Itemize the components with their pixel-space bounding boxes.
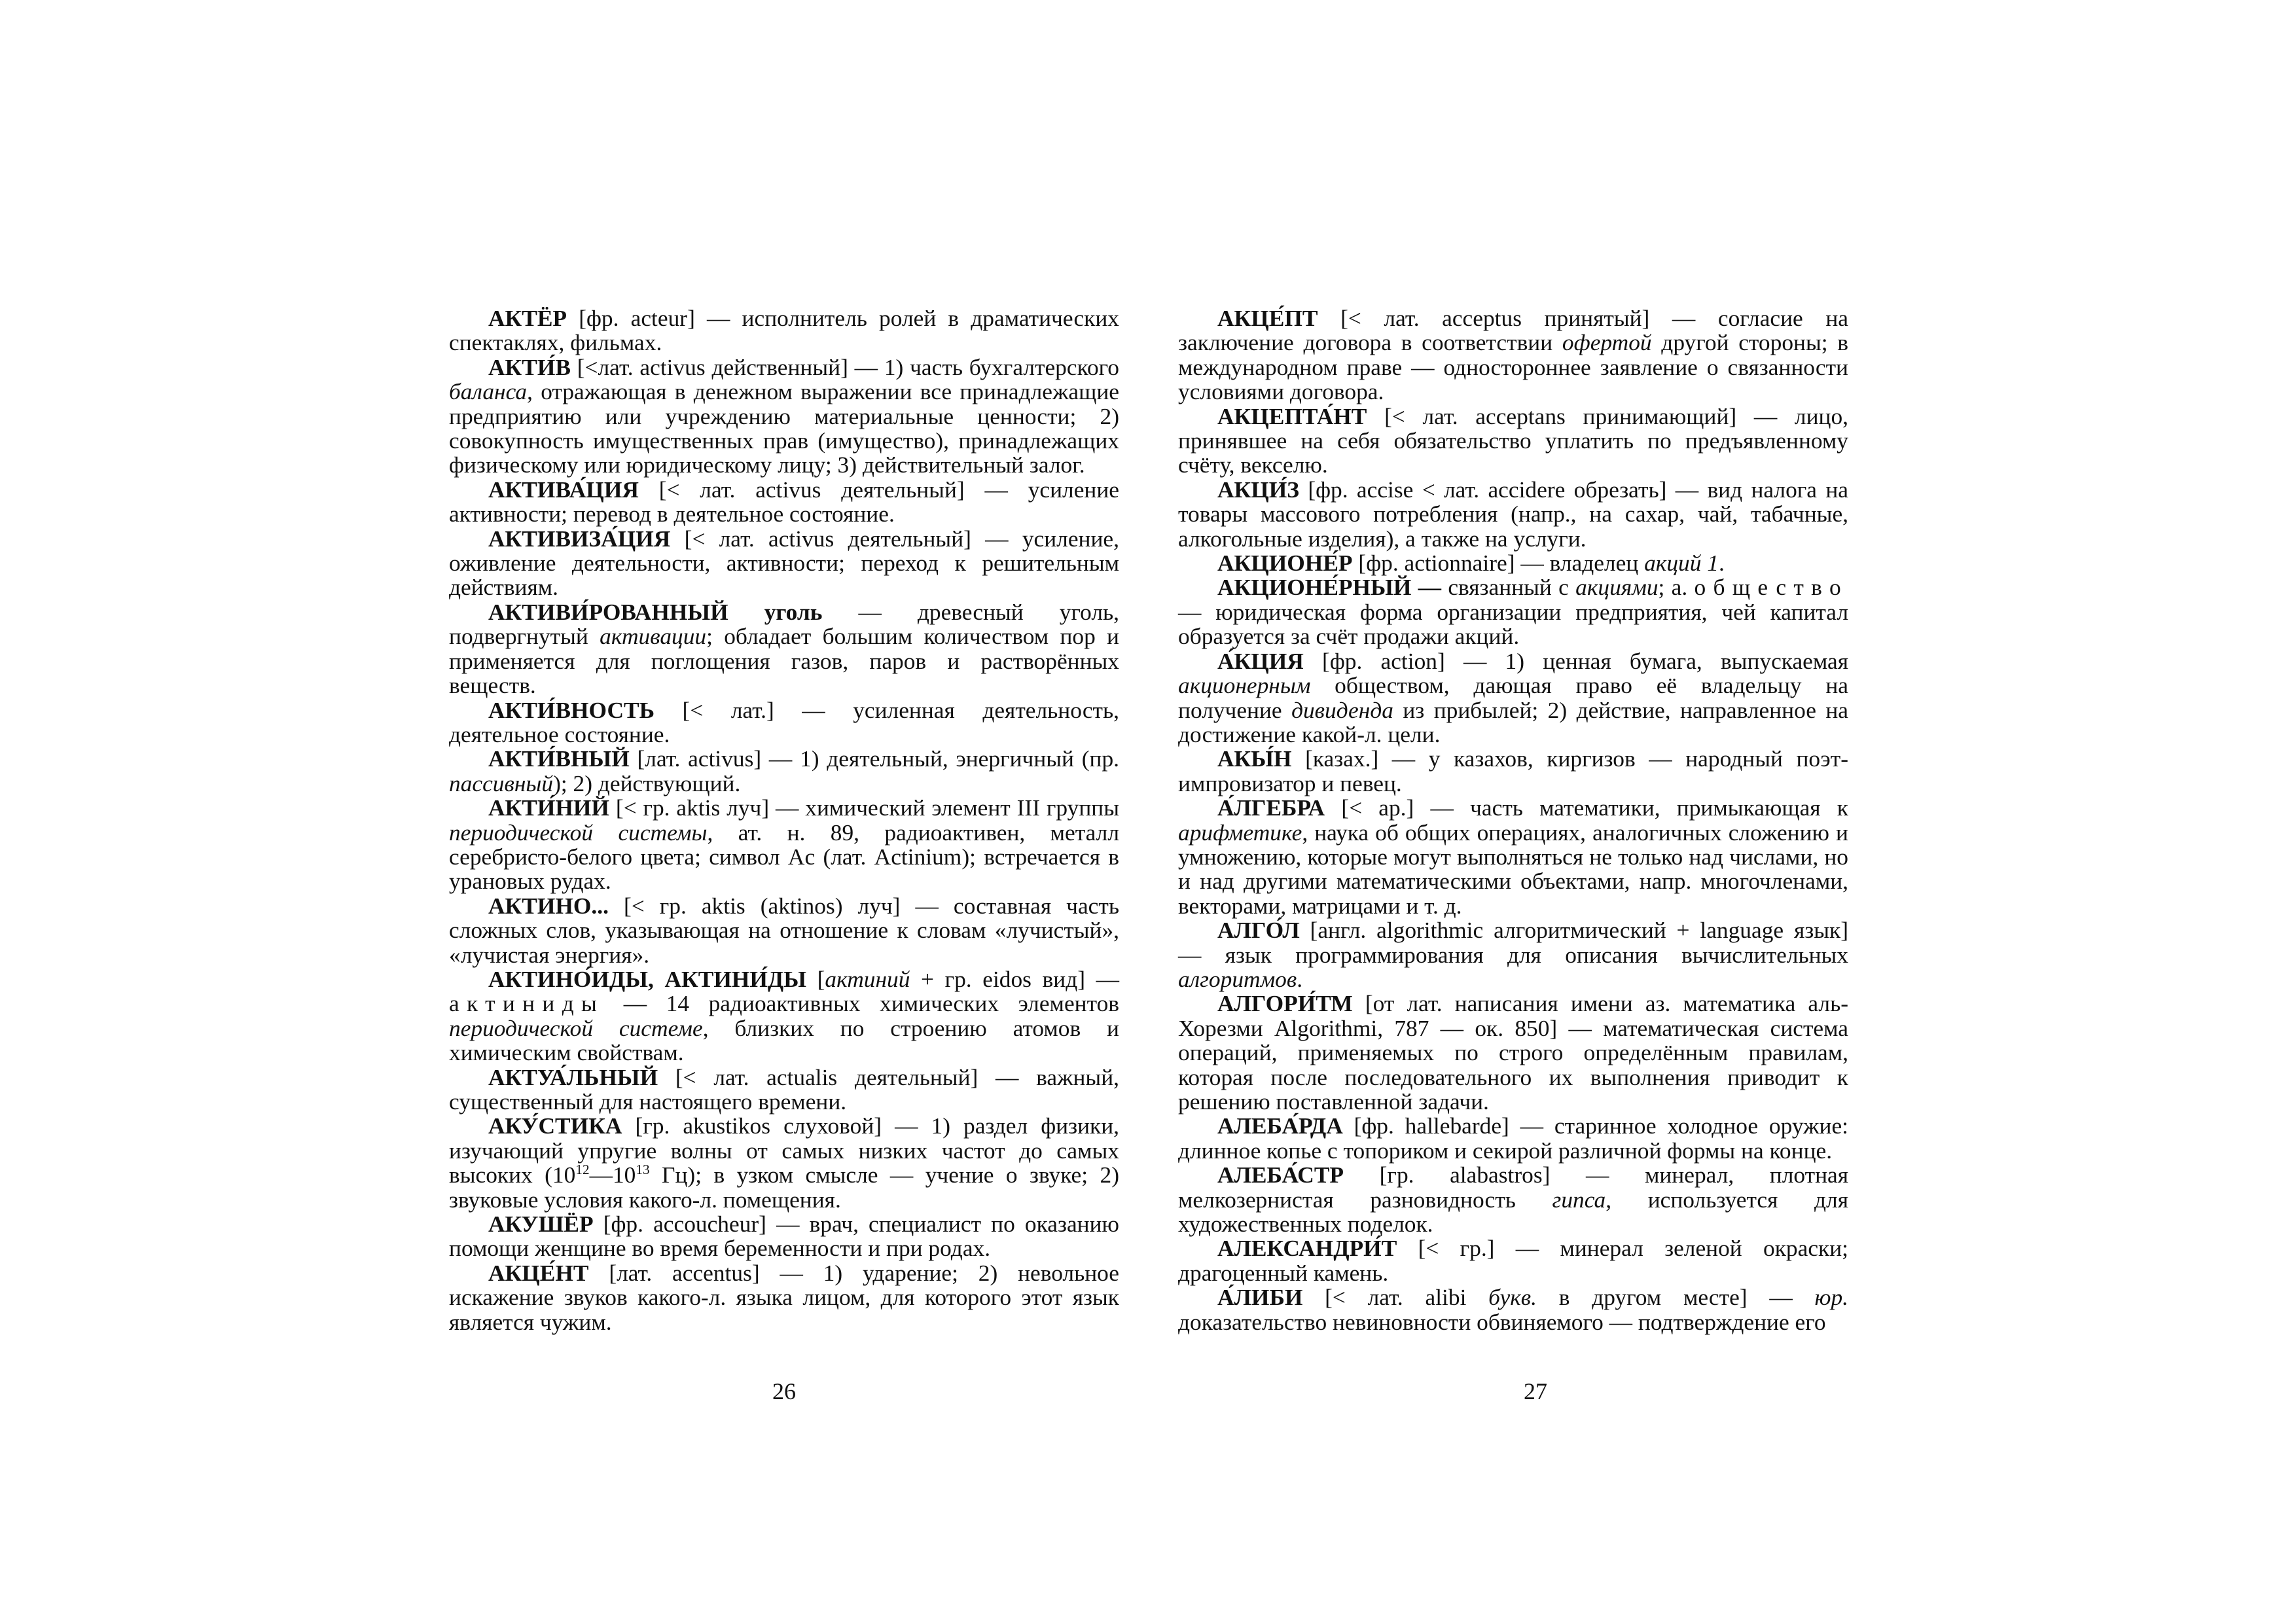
entry-text: [фр. hallebarde] — старинное холодное оружие: длинное копье с топориком и секирой различной формы на конце.	[1178, 1113, 1848, 1164]
italic-reference: пассивный	[449, 770, 554, 796]
entry-text: — древесный уголь, подвергнутый	[449, 598, 1119, 650]
italic-reference: акционерным	[1178, 672, 1311, 699]
dictionary-entry	[449, 355, 1119, 478]
entry-text: [англ. algorithmic алгоритмический + language язык] — язык программирования для описания вычислительных	[1178, 917, 1848, 968]
dictionary-entry	[449, 1212, 1119, 1261]
entry-headword: АКТИВИ́РОВАННЫЙ уголь	[488, 598, 823, 625]
entry-text: [гр. akustikos слуховой] — 1) раздел физики, изучающий упругие волны от самых низких частот до самых высоких (10	[449, 1113, 1119, 1188]
entry-headword: АЛЕБА́СТР	[1217, 1162, 1344, 1188]
entry-text: + гр. eidos вид] —	[910, 965, 1119, 992]
entry-text: [< лат. actualis деятельный] — важный, существенный для настоящего времени.	[449, 1063, 1119, 1115]
entry-text: [	[806, 965, 825, 992]
dictionary-entry	[1178, 551, 1848, 575]
entry-text: [< лат. alibi	[1302, 1284, 1489, 1311]
entry-headword: АКТИНО́ИДЫ, АКТИНИ́ДЫ	[488, 965, 806, 992]
entry-text: , отражающая в денежном выражении все принадлежащие предприятию или учреждению материальные ценности; 2) совокупность имущественных прав (имущество), принадлежащих физическому или юридическому лицу; 3) действительный залог.	[449, 378, 1119, 478]
entry-headword: АКТУА́ЛЬНЫЙ	[488, 1063, 658, 1090]
dictionary-entry	[449, 1261, 1119, 1334]
entry-headword: А́КЦИЯ	[1217, 647, 1304, 674]
entry-text: [< гр. aktis (aktinos) луч] — составная часть сложных слов, указывающая на отношение к словам «лучистый», «лучистая энергия».	[449, 892, 1119, 968]
entry-text: — 14 радиоактивных химических элементов	[604, 990, 1119, 1017]
entry-headword: АКТИ́В	[488, 353, 571, 380]
entry-text: обществом, дающая право её владельцу на получение	[1178, 672, 1848, 723]
entry-headword: АЛЕБА́РДА	[1217, 1113, 1343, 1139]
entry-headword: АКЫ́Н	[1217, 745, 1292, 772]
entry-headword: АКЦЕ́НТ	[488, 1259, 589, 1286]
dictionary-entry	[449, 1065, 1119, 1115]
entry-text: доказательство невиновности обвиняемого — подтверждение его	[1178, 1308, 1826, 1335]
italic-reference: периодической системе	[449, 1014, 703, 1041]
entry-text: [<лат. activus действенный] — 1) часть бухгалтерского	[570, 353, 1119, 380]
italic-reference: баланса	[449, 378, 528, 405]
entry-headword: АЛГО́Л	[1217, 917, 1300, 944]
dictionary-entry	[449, 600, 1119, 698]
entry-text: Гц); в узком смысле — учение о звуке; 2) звуковые условия какого-л. помещения.	[449, 1162, 1119, 1213]
entry-text: , используется для художественных поделок.	[1178, 1186, 1848, 1238]
italic-reference: алгоритмов	[1178, 965, 1297, 992]
dictionary-entry	[1178, 404, 1848, 478]
left-column	[449, 306, 1119, 1334]
spaced-term: актиниды	[449, 990, 605, 1017]
entry-text: [гр. alabastros] — минерал, плотная мелкозернистая разновидность	[1178, 1162, 1848, 1213]
dictionary-entry	[1178, 1163, 1848, 1236]
entry-headword: АКТИ́ВНЫЙ	[488, 745, 630, 772]
entry-text: ; а.	[1658, 574, 1695, 601]
entry-text: [фр. actionnaire] — владелец	[1352, 550, 1645, 577]
entry-text: [казах.] — у казахов, киргизов — народный поэт-импровизатор и певец.	[1178, 745, 1848, 796]
dictionary-entry	[1178, 478, 1848, 551]
spaced-term: общество	[1694, 574, 1848, 601]
entry-text: , наука об общих операциях, аналогичных сложению и умножению, которые могут выполняться не только над числами, но и над другими математическими объектами, напр. многочленами, векторами, матрицами и т. д.	[1178, 819, 1848, 919]
superscript: 12	[575, 1162, 590, 1178]
entry-headword: АКЦЕПТА́НТ	[1217, 402, 1367, 429]
entry-headword: АКЦИОНЕ́РНЫЙ —	[1217, 574, 1442, 601]
page-number-right: 27	[1524, 1378, 1547, 1404]
italic-reference: букв.	[1488, 1284, 1537, 1311]
entry-text: связанный с	[1441, 574, 1576, 601]
page-number-left: 26	[772, 1378, 796, 1404]
entry-text: [< лат. acceptans принимающий] — лицо, принявшее на себя обязательство уплатить по предъявленному счёту, векселю.	[1178, 402, 1848, 478]
entry-text: [от лат. написания имени аз. математика аль-Хорезми Algorithmi, 787 — ок. 850] — математическая система операций, применяемых по строго определённым правилам, которая после последовательного их выполнения приводит к решению поставленной задачи.	[1178, 990, 1848, 1115]
entry-text: [фр. accise < лат. accidere обрезать] — вид налога на товары массового потребления (напр., на сахар, чай, табачные, алкогольные изделия), а также на услуги.	[1178, 476, 1848, 552]
italic-reference: акциями	[1575, 574, 1659, 601]
dictionary-entry	[449, 747, 1119, 796]
entry-headword: АКЦИОНЕ́Р	[1217, 550, 1353, 577]
dictionary-entry	[1178, 918, 1848, 991]
entry-headword: АКТИ́ВНОСТЬ	[488, 696, 655, 723]
dictionary-entry	[1178, 575, 1848, 649]
dictionary-entry	[1178, 1285, 1848, 1334]
entry-text: —10	[589, 1162, 636, 1188]
italic-reference: дивиденда	[1291, 696, 1393, 723]
entry-text: [< лат.] — усиленная деятельность, деятельное состояние.	[449, 696, 1119, 747]
entry-text: [фр. acteur] — исполнитель ролей в драматических спектаклях, фильмах.	[449, 305, 1119, 356]
dictionary-entry	[449, 478, 1119, 527]
dictionary-entry	[449, 1114, 1119, 1212]
entry-text: [< лат. acceptus принятый] — согласие на заключение договора в соответствии	[1178, 305, 1848, 356]
dictionary-entry	[449, 894, 1119, 967]
entry-headword: АКУШЁР	[488, 1211, 594, 1238]
entry-headword: АКТЁР	[488, 305, 567, 331]
dictionary-entry	[1178, 1114, 1848, 1163]
entry-text: [фр. action] — 1) ценная бумага, выпускаемая	[1303, 647, 1848, 674]
dictionary-entry	[1178, 306, 1848, 404]
entry-text: [< ар.] — часть математики, примыкающая к	[1325, 794, 1848, 821]
entry-text: [лат. activus] — 1) деятельный, энергичный (пр.	[629, 745, 1119, 772]
entry-headword: АЛГОРИ́ТМ	[1217, 990, 1353, 1017]
left-page	[449, 306, 1119, 1334]
dictionary-entry	[449, 527, 1119, 600]
dictionary-entry	[1178, 649, 1848, 747]
dictionary-entry	[449, 967, 1119, 1065]
entry-headword: АКТИВА́ЦИЯ	[488, 476, 639, 503]
entry-text: .	[1297, 965, 1303, 992]
dictionary-entry	[1178, 991, 1848, 1114]
italic-reference: гипса	[1552, 1186, 1606, 1213]
right-column	[1178, 306, 1848, 1334]
right-page	[1178, 306, 1848, 1334]
dictionary-entry	[1178, 796, 1848, 918]
entry-text: в другом месте] —	[1536, 1284, 1815, 1311]
entry-headword: АКЦИ́З	[1217, 476, 1299, 503]
entry-text: [лат. accentus] — 1) ударение; 2) невольное искажение звуков какого-л. языка лицом, для которого этот язык является чужим.	[449, 1259, 1119, 1335]
italic-reference: юр.	[1814, 1284, 1848, 1311]
superscript: 13	[636, 1162, 650, 1178]
italic-reference: актиний	[825, 965, 910, 992]
entry-headword: АЛЕКСАНДРИ́Т	[1217, 1235, 1397, 1262]
entry-headword: АКТИВИЗА́ЦИЯ	[488, 525, 671, 552]
entry-text: ); 2) действующий.	[553, 770, 741, 796]
entry-text: ; обладает большим количеством пор и применяется для поглощения газов, паров и растворённых веществ.	[449, 623, 1119, 699]
dictionary-entry	[449, 698, 1119, 747]
entry-text: , ат. н. 89, радиоактивен, металл серебристо-белого цвета; символ Ac (лат. Actinium); встречается в урановых рудах.	[449, 819, 1119, 895]
entry-headword: АКТИ́НИЙ	[488, 794, 609, 821]
entry-text: другой стороны; в международном праве — одностороннее заявление о связанности условиями договора.	[1178, 329, 1848, 405]
entry-text: [< гр.] — минерал зеленой окраски; драгоценный камень.	[1178, 1235, 1848, 1286]
dictionary-entry	[1178, 747, 1848, 796]
entry-text: [< лат. activus деятельный] — усиление активности; перевод в деятельное состояние.	[449, 476, 1119, 527]
entry-headword: АКТИНО...	[488, 892, 609, 919]
dictionary-entry	[449, 796, 1119, 894]
italic-reference: арифметике	[1178, 819, 1302, 846]
entry-text: , близких по строению атомов и химическим свойствам.	[449, 1014, 1119, 1066]
dictionary-entry	[1178, 1236, 1848, 1285]
italic-reference: акций 1	[1644, 550, 1719, 577]
entry-text: .	[1718, 550, 1725, 577]
italic-reference: офертой	[1562, 329, 1652, 356]
entry-headword: АКУ́СТИКА	[488, 1113, 622, 1139]
entry-text: [< лат. activus деятельный] — усиление, оживление деятельности, активности; переход к решительным действиям.	[449, 525, 1119, 601]
entry-text: [фр. accoucheur] — врач, специалист по оказанию помощи женщине во время беременности и при родах.	[449, 1211, 1119, 1262]
entry-headword: АКЦЕ́ПТ	[1217, 305, 1318, 331]
italic-reference: активации	[600, 623, 707, 650]
entry-text: из прибылей; 2) действие, направленное на достижение какой-л. цели.	[1178, 696, 1848, 747]
entry-headword: А́ЛГЕБРА	[1217, 794, 1325, 821]
dictionary-entry	[449, 306, 1119, 355]
entry-headword: А́ЛИБИ	[1217, 1284, 1303, 1311]
italic-reference: периодической системы	[449, 819, 708, 846]
entry-text: — юридическая форма организации предприятия, чей капитал образуется за счёт продажи акций.	[1178, 598, 1848, 650]
entry-text: [< гр. aktis луч] — химический элемент III группы	[609, 794, 1119, 821]
